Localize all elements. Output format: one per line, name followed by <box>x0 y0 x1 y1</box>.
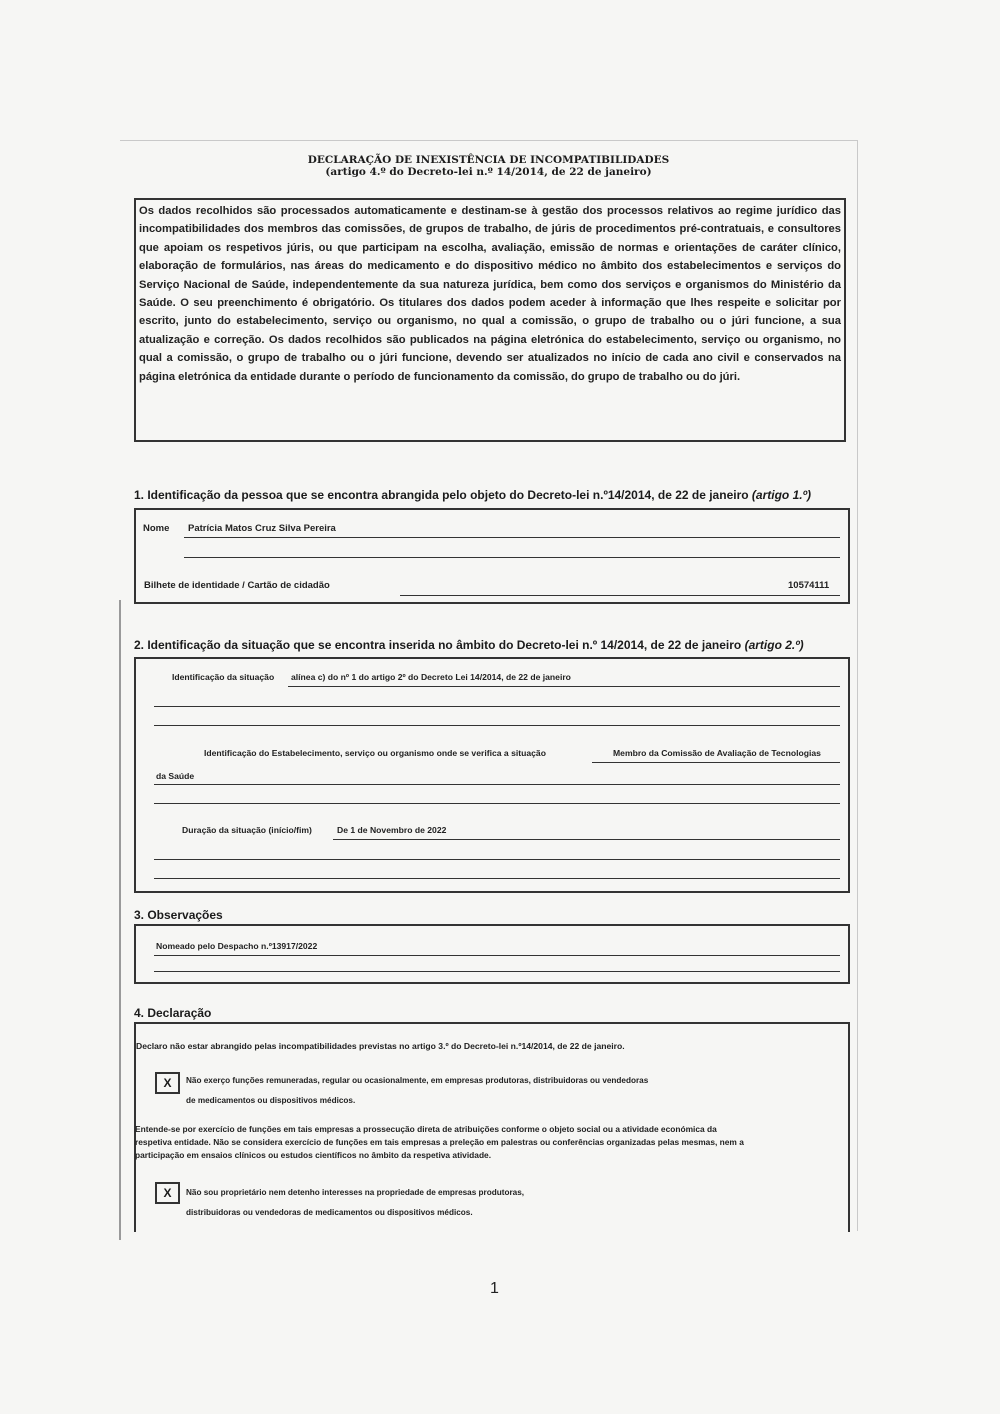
situation-label: Identificação da situação <box>172 672 275 682</box>
section-3-heading: 3. Observações <box>134 908 223 922</box>
situation-line-2 <box>154 706 840 707</box>
establishment-line <box>592 762 840 763</box>
check-2-text-line-1: Não sou proprietário nem detenho interesses na propriedade de empresas produtoras, <box>186 1188 525 1197</box>
section-2-heading-text: 2. Identificação da situação que se encontra inserida no âmbito do Decreto-lei n.º 14/2014, de 22 de janeiro <box>134 638 742 652</box>
functions-definition-note <box>135 1123 744 1162</box>
name-label: Nome <box>143 523 170 534</box>
section-1-box <box>134 508 850 604</box>
section-1-heading <box>134 488 811 502</box>
situation-value[interactable]: alínea c) do nº 1 do artigo 2º do Decreto Lei 14/2014, de 22 de janeiro <box>291 672 571 682</box>
establishment-value-1[interactable]: Membro da Comissão de Avaliação de Tecnologias <box>613 748 821 758</box>
note-line-3: participação em ensaios clínicos ou estudos científicos no âmbito da respetiva atividade. <box>135 1150 492 1160</box>
establishment-line-2 <box>154 784 840 785</box>
observations-value[interactable]: Nomeado pelo Despacho n.º13917/2022 <box>156 941 318 951</box>
section-3-box <box>134 924 850 984</box>
establishment-label: Identificação do Estabelecimento, serviço ou organismo onde se verifica a situação <box>204 748 546 758</box>
title-line-2: (artigo 4.º do Decreto-lei n.º 14/2014, de 22 de janeiro) <box>325 166 652 178</box>
left-margin-rule <box>119 600 121 1240</box>
duration-line <box>333 839 840 840</box>
document-title <box>120 154 857 178</box>
id-label: Bilhete de identidade / Cartão de cidadão <box>144 580 330 591</box>
duration-line-3 <box>154 878 840 879</box>
checkbox-no-paid-functions[interactable]: X <box>155 1072 180 1094</box>
name-value[interactable]: Patrícia Matos Cruz Silva Pereira <box>188 523 336 534</box>
name-line-2 <box>184 557 840 558</box>
section-4-heading: 4. Declaração <box>134 1006 212 1020</box>
declaration-statement: Declaro não estar abrangido pelas incompatibilidades previstas no artigo 3.º do Decreto-lei n.º14/2014, de 22 de janeiro. <box>136 1041 625 1051</box>
section-2-heading-ref: (artigo 2.º) <box>744 638 804 652</box>
observations-line <box>154 955 840 956</box>
data-protection-notice: Os dados recolhidos são processados automaticamente e destinam-se à gestão dos processos relativos ao regime jurídico das incompatibilidades dos membros das comissões, de grupos de trabalho, de júris de procedimentos pré-contratuais, e consultores que apoiam os respetivos júris, ou que participam na escolha, avaliação, emissão de normas e orientações de caráter clínico, elaboração de formulários, nas áreas do medicamento e do dispositivo médico no âmbito dos estabelecimentos e serviços do Serviço Nacional de Saúde, independentemente da sua natureza jurídica, bem como dos serviços e organismos do Ministério da Saúde. O seu preenchimento é obrigatório. Os titulares dos dados podem aceder à informação que lhes respeite e solicitar por escrito, junto do estabelecimento, serviço ou organismo, no qual a comissão, o grupo de trabalho ou o júri funcione, a sua atualização e correção. Os dados recolhidos são publicados na página eletrónica do estabelecimento, serviço ou organismo, no qual a comissão, o grupo de trabalho ou o júri funcione, devendo ser atualizados no início de cada ano civil e conservados na página eletrónica da entidade durante o período de funcionamento da comissão, do grupo de trabalho ou do júri. <box>134 198 846 442</box>
note-line-1: Entende-se por exercício de funções em tais empresas a prossecução direta de atribuições conforme o objeto social ou a atividade económica da <box>135 1124 717 1134</box>
name-line <box>184 537 840 538</box>
section-4-box <box>134 1022 850 1232</box>
check-1-text-line-2: de medicamentos ou dispositivos médicos. <box>186 1096 356 1105</box>
id-value[interactable]: 10574111 <box>788 580 830 591</box>
situation-line-3 <box>154 725 840 726</box>
duration-label: Duração da situação (início/fim) <box>182 825 312 835</box>
checkbox-no-ownership[interactable]: X <box>155 1182 180 1204</box>
duration-value[interactable]: De 1 de Novembro de 2022 <box>337 825 447 835</box>
situation-line <box>288 686 840 687</box>
section-1-heading-ref: (artigo 1.º) <box>751 488 811 502</box>
id-line <box>400 595 840 596</box>
duration-line-2 <box>154 859 840 860</box>
establishment-line-3 <box>154 803 840 804</box>
establishment-value-2[interactable]: da Saúde <box>156 771 195 781</box>
check-1-text-line-1: Não exerço funções remuneradas, regular ou ocasionalmente, em empresas produtoras, distribuidoras ou vendedoras <box>186 1076 649 1085</box>
section-2-heading <box>134 638 804 652</box>
check-2-text-line-2: distribuidoras ou vendedoras de medicamentos ou dispositivos médicos. <box>186 1208 473 1217</box>
section-1-heading-text: 1. Identificação da pessoa que se encontra abrangida pelo objeto do Decreto-lei n.º14/2014, de 22 de janeiro <box>134 488 749 502</box>
note-line-2: respetiva entidade. Não se considera exercício de funções em tais empresas a preleção em palestras ou conferências organizadas pelas mesmas, nem a <box>135 1137 744 1147</box>
section-2-box <box>134 657 850 893</box>
page-number: 1 <box>490 1280 499 1297</box>
title-line-1: DECLARAÇÃO DE INEXISTÊNCIA DE INCOMPATIBILIDADES <box>307 154 670 166</box>
observations-line-2 <box>154 971 840 972</box>
